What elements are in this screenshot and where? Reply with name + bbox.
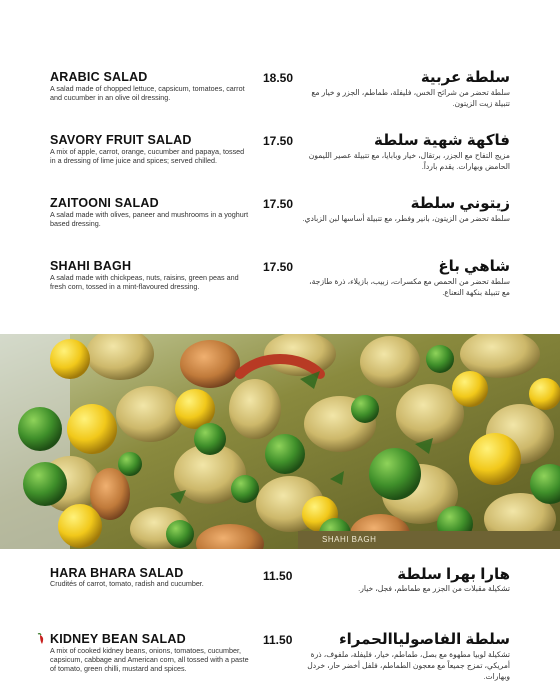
chili-icon (36, 633, 45, 645)
item-description-ar: تشكيلة مقبلات من الجزر مع طماطم، فجل، خيار. (358, 584, 510, 593)
item-description-en: A mix of cooked kidney beans, onions, tomatoes, cucumber, capsicum, cabbage and American corn, all tossed with a paste of tomato, green chilli, mustard and spices. (50, 646, 249, 673)
item-name-ar: شاهي باغ (438, 258, 510, 275)
item-description-ar: مزيج التفاح مع الجزر، برتقال، خيار وبابايا، مع تتبيلة عصير الليمون الحامض وبهارات. يقدم بارداً. (308, 151, 510, 171)
item-name-ar: هارا بهرا سلطة (397, 566, 510, 583)
item-price: 17.50 (263, 197, 294, 211)
item-name-en: SHAHI BAGH (50, 259, 132, 273)
item-description-ar: سلطة تحضر من الزيتون، بانير وفطر، مع تتبيلة أساسها لبن الزبادي. (302, 214, 510, 223)
item-price: 17.50 (263, 260, 294, 274)
item-price: 17.50 (263, 134, 294, 148)
item-description-en: A salad made of chopped lettuce, capsicum, tomatoes, carrot and cucumber in an olive oil dressing. (50, 84, 245, 102)
item-name-ar: فاكهة شهية سلطة (374, 132, 510, 149)
item-name-ar: زيتوني سلطة (410, 195, 510, 212)
item-name-en: ZAITOONI SALAD (50, 196, 159, 210)
item-price: 18.50 (263, 71, 294, 85)
item-description-en: A salad made with chickpeas, nuts, raisins, green peas and fresh corn, tossed in a mint-flavoured dressing. (50, 273, 239, 291)
item-name-en: HARA BHARA SALAD (50, 566, 184, 580)
food-photo (0, 334, 560, 549)
item-description-ar: سلطة تحضر من الحمص مع مكسرات، زبيب، بازيلاء، ذرة طازجة، مع تتبيلة بنكهة النعناع. (309, 277, 510, 297)
item-price: 11.50 (263, 633, 293, 647)
item-description-en: Crudités of carrot, tomato, radish and cucumber. (50, 579, 204, 588)
item-name-en: SAVORY FRUIT SALAD (50, 133, 192, 147)
item-name-en: KIDNEY BEAN SALAD (50, 632, 186, 646)
item-name-en: ARABIC SALAD (50, 70, 148, 84)
item-description-ar: سلطة تحضر من شرائح الخس، فليفلة، طماطم، الجزر و خيار مع تتبيلة زيت الزيتون. (311, 88, 510, 108)
item-description-en: A salad made with olives, paneer and mushrooms in a yoghurt based dressing. (50, 210, 249, 228)
item-description-en: A mix of apple, carrot, orange, cucumber and papaya, tossed in a dressing of lime juice and spices; served chilled. (50, 147, 245, 165)
photo-caption: SHAHI BAGH (298, 531, 560, 549)
item-price: 11.50 (263, 569, 293, 583)
item-description-ar: تشكيلة لوبيا مطهوة مع بصل، طماطم، خيار، فليفلة، ملفوف، ذرة أمريكي، تمزج جميعاً مع معجون الطماطم، فلفل أخضر حار، خردل وبهارات. (307, 650, 510, 681)
salad-illustration (0, 334, 560, 549)
item-name-ar: سلطة عربية (420, 69, 510, 86)
item-name-ar: سلطة الفاصولياالحمراء (338, 631, 510, 648)
